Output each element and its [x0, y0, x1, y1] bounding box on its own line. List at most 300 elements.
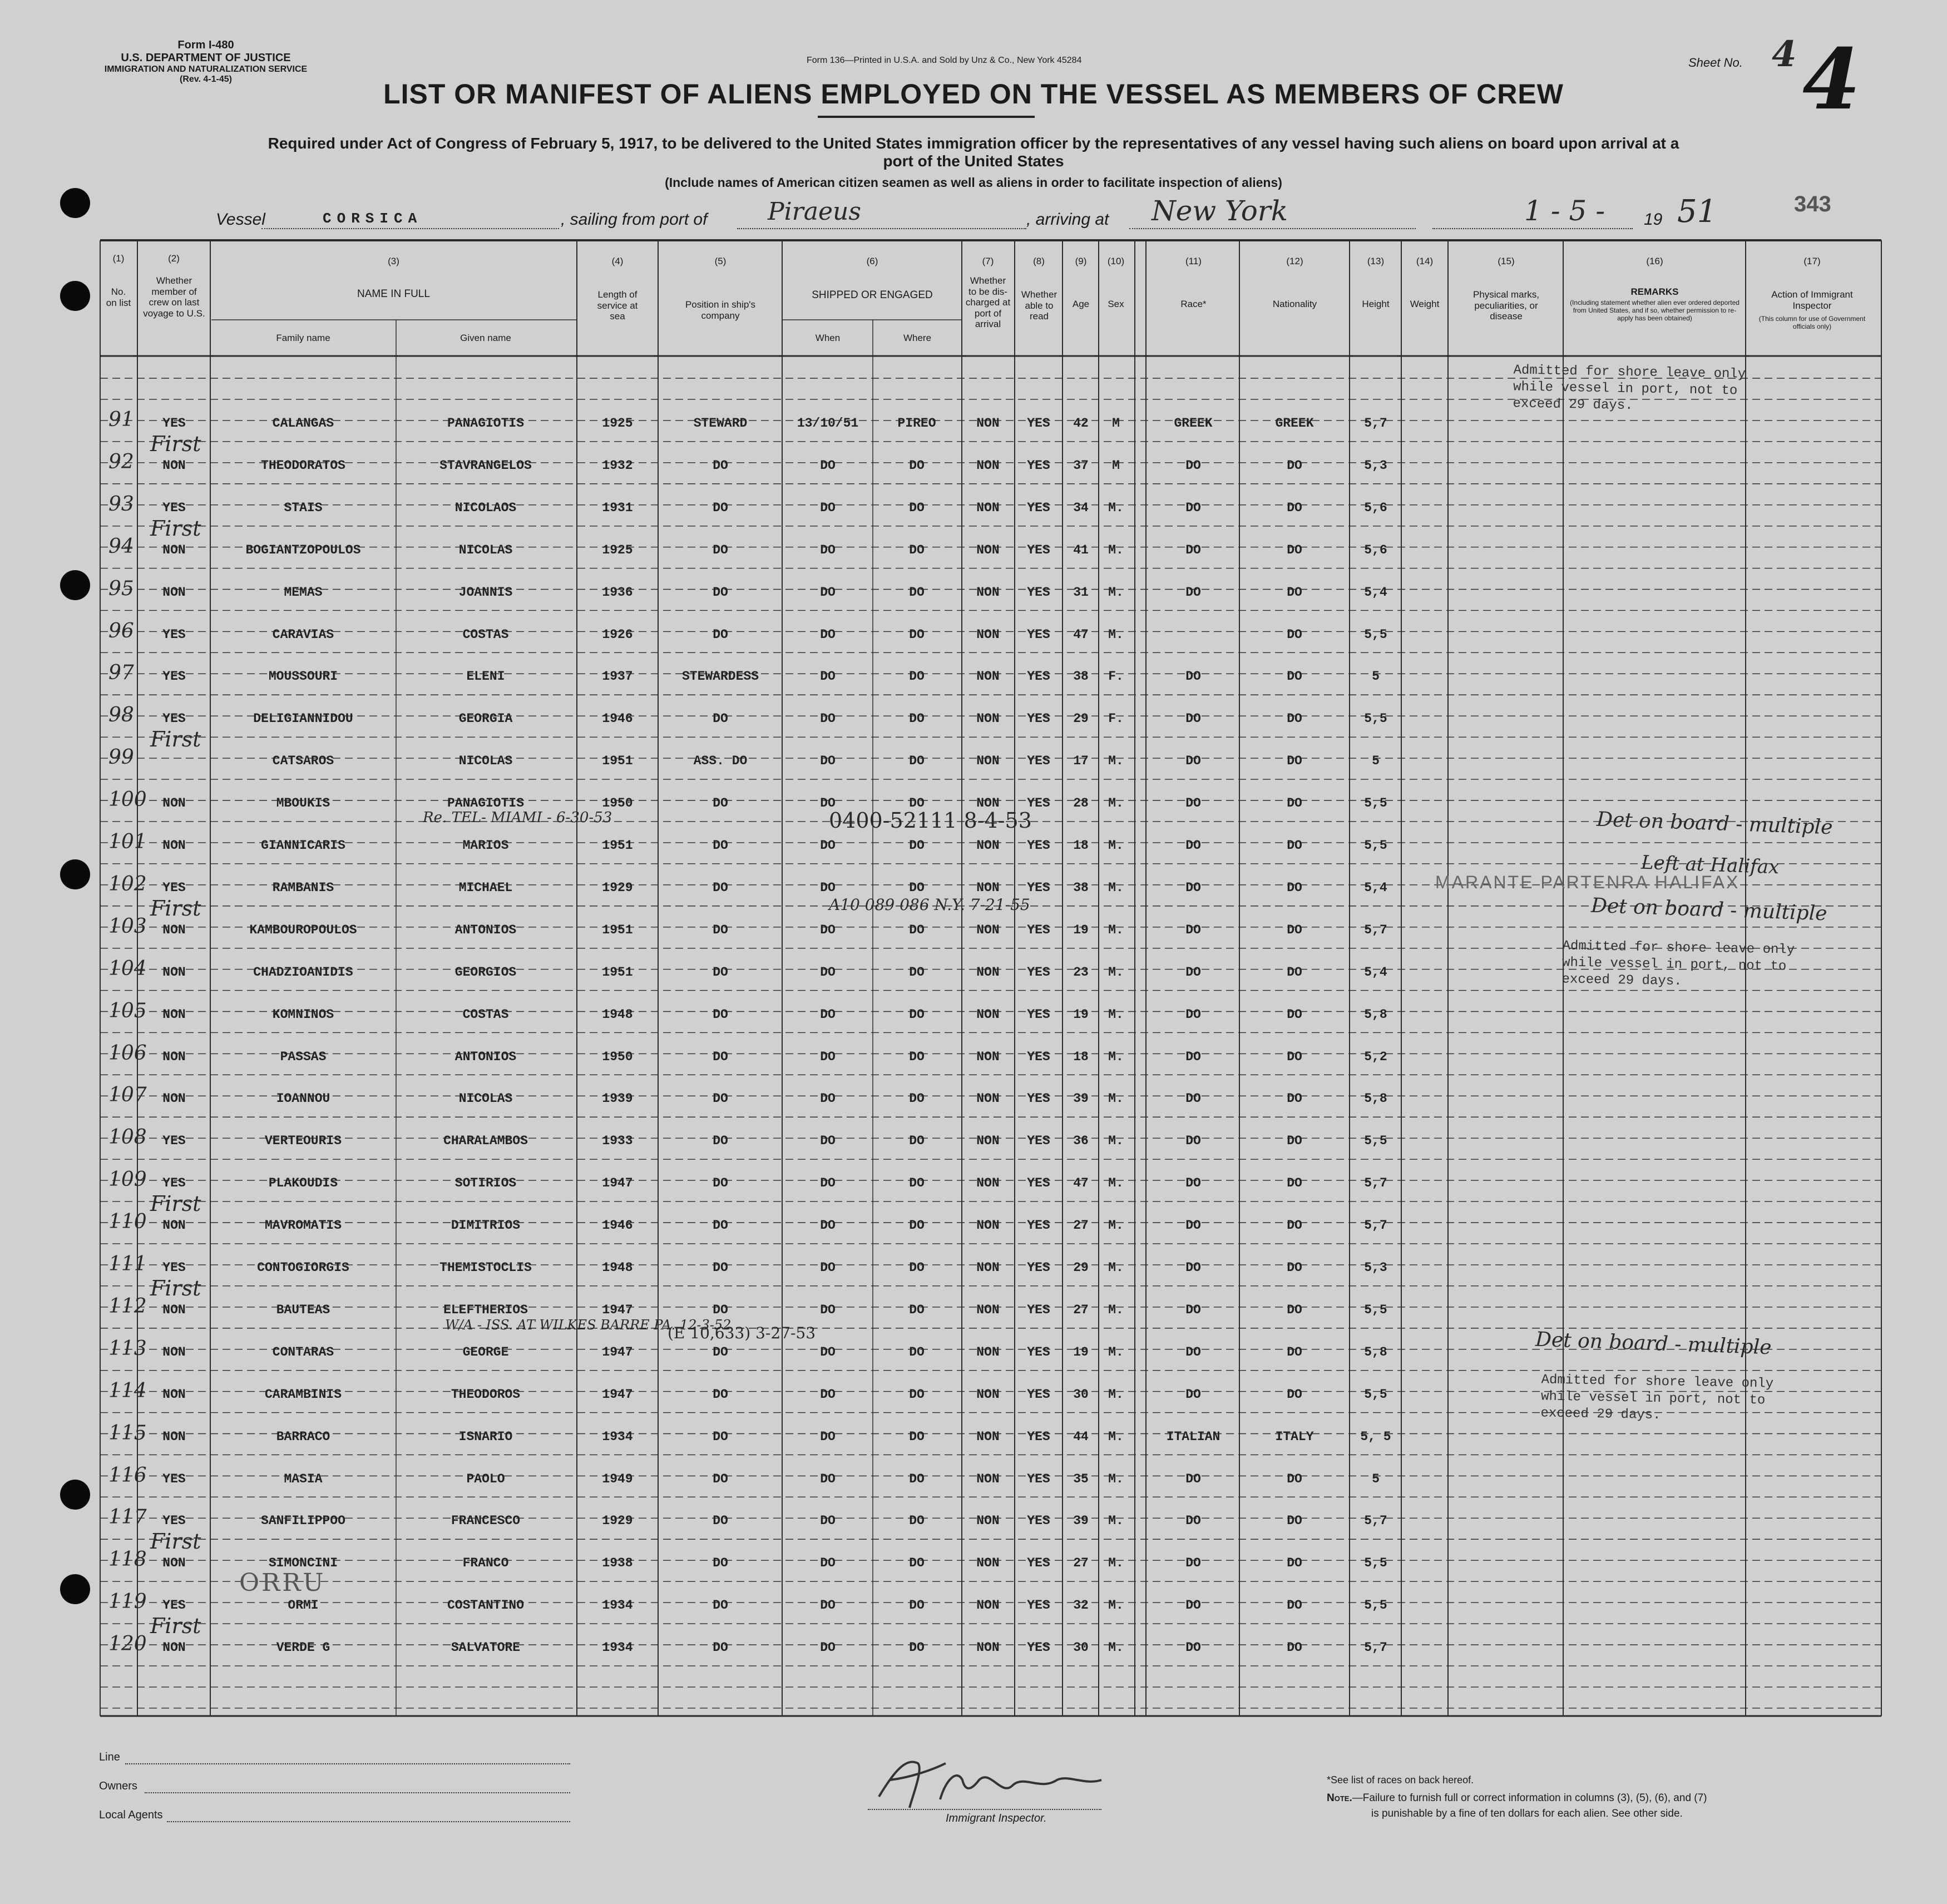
- position-cell: DO: [713, 1049, 728, 1064]
- table-row: [0, 1253, 1947, 1277]
- sex-cell: M.: [1108, 1471, 1124, 1486]
- inspector-label: Immigrant Inspector.: [946, 1812, 1047, 1824]
- length-cell: 1948: [602, 1007, 633, 1022]
- row-number-cell: 120: [108, 1633, 147, 1656]
- read-cell: YES: [1027, 416, 1050, 431]
- height-cell: 5,7: [1364, 922, 1387, 937]
- table-row: [0, 1191, 1947, 1235]
- member-cell: NON: [162, 838, 186, 853]
- discharged-cell: NON: [976, 1429, 1000, 1444]
- sex-cell: M.: [1108, 1176, 1124, 1191]
- race-cell: DO: [1185, 880, 1201, 895]
- member-cell: NON: [162, 922, 186, 937]
- when-cell: DO: [820, 1049, 836, 1064]
- when-cell: DO: [820, 1091, 836, 1106]
- read-cell: YES: [1027, 1556, 1050, 1571]
- read-cell: YES: [1027, 585, 1050, 600]
- table-row: [0, 1506, 1947, 1530]
- row-number-cell: 109: [108, 1168, 147, 1191]
- where-cell: DO: [909, 1514, 925, 1529]
- height-cell: 5,5: [1364, 796, 1387, 811]
- position-cell: DO: [713, 922, 728, 937]
- given-name-cell: MICHAEL: [458, 880, 513, 895]
- where-cell: DO: [909, 1134, 925, 1149]
- read-cell: YES: [1027, 1598, 1050, 1613]
- sex-cell: M.: [1108, 1049, 1124, 1064]
- read-cell: YES: [1027, 1218, 1050, 1233]
- age-cell: 27: [1073, 1302, 1089, 1317]
- given-name-cell: THEMISTOCLIS: [439, 1260, 532, 1275]
- position-cell: DO: [713, 1640, 728, 1655]
- row-number-cell: 98: [108, 704, 134, 727]
- family-name-cell: VERDE G: [276, 1640, 330, 1655]
- member-cell: NON: [162, 585, 186, 600]
- family-name-cell: PLAKOUDIS: [268, 1176, 338, 1191]
- col-physical-num: (15): [1498, 256, 1515, 266]
- age-cell: 39: [1073, 1514, 1089, 1529]
- age-cell: 30: [1073, 1640, 1089, 1655]
- family-name-cell: DELIGIANNIDOU: [253, 711, 353, 726]
- read-cell: YES: [1027, 1344, 1050, 1359]
- footer-owners-underline: [145, 1792, 570, 1793]
- given-name-cell: COSTAS: [462, 1007, 509, 1022]
- sex-cell: M.: [1108, 1091, 1124, 1106]
- where-cell: DO: [909, 500, 925, 515]
- height-cell: 5: [1372, 1471, 1380, 1486]
- nationality-cell: DO: [1287, 458, 1302, 473]
- where-cell: DO: [909, 1344, 925, 1359]
- arriving-at-value: New York: [1152, 195, 1288, 227]
- length-cell: 1946: [602, 711, 633, 726]
- height-cell: 5,4: [1364, 880, 1387, 895]
- nationality-cell: DO: [1287, 1260, 1302, 1275]
- height-cell: 5,7: [1364, 1176, 1387, 1191]
- row-number-cell: 119: [108, 1590, 147, 1614]
- age-cell: 47: [1073, 627, 1089, 642]
- sheet-label: Sheet No.: [1688, 56, 1743, 70]
- read-cell: YES: [1027, 754, 1050, 769]
- where-cell: DO: [909, 838, 925, 853]
- col-physical-label: Physical marks, peculiarities, or disease: [1472, 289, 1540, 322]
- read-cell: YES: [1027, 1302, 1050, 1317]
- length-cell: 1939: [602, 1091, 633, 1106]
- note-row-102-remark: MARANTE PARTENRA HALIFAX: [1435, 872, 1740, 892]
- col-read-num: (8): [1033, 256, 1045, 266]
- position-cell: DO: [713, 1134, 728, 1149]
- age-cell: 37: [1073, 458, 1089, 473]
- nationality-cell: DO: [1287, 1091, 1302, 1106]
- given-name-cell: FRANCESCO: [451, 1514, 521, 1529]
- when-cell: DO: [820, 754, 836, 769]
- length-cell: 1951: [602, 965, 633, 980]
- sheet-number: 4: [1772, 33, 1797, 75]
- age-cell: 19: [1073, 1344, 1089, 1359]
- sex-cell: M.: [1108, 1556, 1124, 1571]
- footer-line-label: Line: [99, 1751, 120, 1763]
- row-number-cell: 92: [108, 450, 134, 473]
- col-height-num: (13): [1367, 256, 1385, 266]
- race-cell: DO: [1185, 1302, 1201, 1317]
- when-cell: DO: [820, 500, 836, 515]
- col-position-num: (5): [714, 256, 727, 266]
- position-cell: DO: [713, 1514, 728, 1529]
- race-cell: DO: [1185, 1640, 1201, 1655]
- discharged-cell: NON: [976, 500, 1000, 515]
- discharged-cell: NON: [976, 1049, 1000, 1064]
- nationality-cell: DO: [1287, 500, 1302, 515]
- when-cell: DO: [820, 1218, 836, 1233]
- discharged-cell: NON: [976, 1134, 1000, 1149]
- position-cell: DO: [713, 1176, 728, 1191]
- given-name-cell: STAVRANGELOS: [439, 458, 532, 473]
- height-cell: 5,5: [1364, 1598, 1387, 1613]
- height-cell: 5,5: [1364, 838, 1387, 853]
- first-voyage-note: First: [150, 1191, 201, 1216]
- where-cell: DO: [909, 1049, 925, 1064]
- read-cell: YES: [1027, 1387, 1050, 1402]
- age-cell: 18: [1073, 838, 1089, 853]
- when-cell: DO: [820, 1514, 836, 1529]
- row-number-cell: 107: [108, 1084, 147, 1107]
- given-name-cell: CHARALAMBOS: [443, 1134, 528, 1149]
- family-name-cell: MBOUKIS: [276, 796, 330, 811]
- where-cell: DO: [909, 669, 925, 684]
- subtitle-1: Required under Act of Congress of February 5, 1917, to be delivered to the United States immigration officer by the representatives of any vessel having such aliens on board upon arrival at a: [268, 135, 1679, 152]
- where-cell: DO: [909, 922, 925, 937]
- race-cell: DO: [1185, 1556, 1201, 1571]
- nationality-cell: DO: [1287, 1344, 1302, 1359]
- race-cell: DO: [1185, 1598, 1201, 1613]
- age-cell: 18: [1073, 1049, 1089, 1064]
- family-name-cell: CARAVIAS: [272, 627, 334, 642]
- col-remarks-sub: (Including statement whether alien ever ordered deported from United States, and if so, whether permission to re-apply has been obtained): [1570, 299, 1740, 322]
- discharged-cell: NON: [976, 1387, 1000, 1402]
- nationality-cell: DO: [1287, 542, 1302, 557]
- sex-cell: M.: [1108, 1218, 1124, 1233]
- note-text-1: —Failure to furnish full or correct information in columns (3), (5), (6), and (7): [1352, 1792, 1707, 1804]
- read-cell: YES: [1027, 796, 1050, 811]
- table-row: [0, 704, 1947, 728]
- given-name-cell: PANAGIOTIS: [447, 416, 525, 431]
- when-cell: DO: [820, 880, 836, 895]
- race-cell: DO: [1185, 1218, 1201, 1233]
- where-cell: DO: [909, 796, 925, 811]
- length-cell: 1929: [602, 1514, 633, 1529]
- position-cell: DO: [713, 1471, 728, 1486]
- col-age-label: Age: [1072, 299, 1090, 309]
- position-cell: DO: [713, 1260, 728, 1275]
- length-cell: 1947: [602, 1344, 633, 1359]
- remark-row-113: Det on board - multiple: [1535, 1328, 1772, 1359]
- row-number-cell: 105: [108, 999, 147, 1022]
- read-cell: YES: [1027, 1640, 1050, 1655]
- length-cell: 1933: [602, 1134, 633, 1149]
- race-cell: DO: [1185, 838, 1201, 853]
- sex-cell: M.: [1108, 1260, 1124, 1275]
- given-name-cell: ANTONIOS: [454, 922, 517, 937]
- length-cell: 1934: [602, 1640, 633, 1655]
- col-no-num: (1): [112, 253, 125, 264]
- note-text-2: is punishable by a fine of ten dollars for each alien. See other side.: [1371, 1808, 1683, 1819]
- member-cell: NON: [162, 1556, 186, 1571]
- family-name-cell: CALANGAS: [272, 416, 334, 431]
- member-cell: YES: [162, 627, 186, 642]
- row-number-cell: 117: [108, 1506, 147, 1529]
- position-cell: DO: [713, 1429, 728, 1444]
- member-cell: NON: [162, 1049, 186, 1064]
- member-cell: YES: [162, 1260, 186, 1275]
- race-cell: DO: [1185, 1344, 1201, 1359]
- length-cell: 1946: [602, 1218, 633, 1233]
- where-cell: DO: [909, 1640, 925, 1655]
- where-cell: DO: [909, 458, 925, 473]
- given-name-cell: ANTONIOS: [454, 1049, 517, 1064]
- discharged-cell: NON: [976, 585, 1000, 600]
- race-cell: DO: [1185, 754, 1201, 769]
- given-name-cell: MARIOS: [462, 838, 509, 853]
- where-cell: DO: [909, 1091, 925, 1106]
- height-cell: 5,6: [1364, 542, 1387, 557]
- col-action-sub: (This column for use of Government officials only): [1758, 315, 1866, 330]
- col-race-num: (11): [1185, 256, 1202, 266]
- height-cell: 5,8: [1364, 1344, 1387, 1359]
- printer-line: Form 136—Printed in U.S.A. and Sold by Unz & Co., New York 45284: [807, 56, 1082, 65]
- nationality-cell: DO: [1287, 838, 1302, 853]
- member-cell: YES: [162, 669, 186, 684]
- table-row: [0, 727, 1947, 770]
- nationality-cell: DO: [1287, 922, 1302, 937]
- nationality-cell: DO: [1287, 1514, 1302, 1529]
- page-number: 343: [1794, 192, 1831, 216]
- length-cell: 1937: [602, 669, 633, 684]
- nationality-cell: DO: [1287, 1134, 1302, 1149]
- family-name-cell: KAMBOUROPOULOS: [249, 922, 357, 937]
- note-label: Note.: [1327, 1792, 1352, 1804]
- read-cell: YES: [1027, 1260, 1050, 1275]
- col-remarks-label: REMARKS: [1630, 286, 1679, 297]
- when-cell: DO: [820, 922, 836, 937]
- discharged-cell: NON: [976, 1302, 1000, 1317]
- age-cell: 35: [1073, 1471, 1089, 1486]
- read-cell: YES: [1027, 965, 1050, 980]
- sex-cell: M.: [1108, 1514, 1124, 1529]
- discharged-cell: NON: [976, 1640, 1000, 1655]
- read-cell: YES: [1027, 458, 1050, 473]
- age-cell: 29: [1073, 711, 1089, 726]
- family-name-cell: THEODORATOS: [261, 458, 345, 473]
- read-cell: YES: [1027, 1176, 1050, 1191]
- member-cell: YES: [162, 1471, 186, 1486]
- race-cell: DO: [1185, 1176, 1201, 1191]
- read-cell: YES: [1027, 1091, 1050, 1106]
- table-row: [0, 1590, 1947, 1615]
- member-cell: NON: [162, 1344, 186, 1359]
- col-name-label: NAME IN FULL: [357, 288, 430, 300]
- age-cell: 30: [1073, 1387, 1089, 1402]
- discharged-cell: NON: [976, 754, 1000, 769]
- when-cell: DO: [820, 1598, 836, 1613]
- race-cell: DO: [1185, 669, 1201, 684]
- footer-owners-label: Owners: [99, 1780, 137, 1792]
- col-shipped-num: (6): [866, 256, 878, 266]
- member-cell: YES: [162, 880, 186, 895]
- sex-cell: F.: [1108, 669, 1124, 684]
- age-cell: 19: [1073, 922, 1089, 937]
- position-cell: DO: [713, 1218, 728, 1233]
- sex-cell: M.: [1108, 1302, 1124, 1317]
- first-voyage-note: First: [150, 727, 201, 752]
- read-cell: YES: [1027, 1007, 1050, 1022]
- col-height-label: Height: [1362, 299, 1390, 309]
- read-cell: YES: [1027, 542, 1050, 557]
- read-cell: YES: [1027, 1134, 1050, 1149]
- length-cell: 1951: [602, 922, 633, 937]
- given-name-cell: NICOLAS: [458, 1091, 513, 1106]
- discharged-cell: NON: [976, 1514, 1000, 1529]
- race-cell: DO: [1185, 585, 1201, 600]
- discharged-cell: NON: [976, 627, 1000, 642]
- col-action-num: (17): [1803, 256, 1821, 266]
- arrival-date: 1 - 5 -: [1524, 195, 1605, 227]
- first-voyage-note: First: [150, 1614, 201, 1639]
- table-row: [0, 492, 1947, 517]
- race-cell: GREEK: [1174, 416, 1213, 431]
- height-cell: 5,3: [1364, 458, 1387, 473]
- row-number-cell: 96: [108, 619, 134, 642]
- row-number-cell: 118: [108, 1548, 147, 1571]
- table-row: [0, 431, 1947, 475]
- where-cell: DO: [909, 1302, 925, 1317]
- agency: U.S. DEPARTMENT OF JUSTICE: [121, 52, 291, 64]
- height-cell: 5,5: [1364, 1134, 1387, 1149]
- races-note: *See list of races on back hereof.: [1327, 1774, 1474, 1786]
- read-cell: YES: [1027, 711, 1050, 726]
- race-cell: ITALIAN: [1166, 1429, 1220, 1444]
- height-cell: 5,5: [1364, 711, 1387, 726]
- discharged-cell: NON: [976, 416, 1000, 431]
- when-cell: DO: [820, 1260, 836, 1275]
- member-cell: NON: [162, 965, 186, 980]
- sex-cell: M.: [1108, 627, 1124, 642]
- read-cell: YES: [1027, 1514, 1050, 1529]
- height-cell: 5,5: [1364, 1556, 1387, 1571]
- table-row: [0, 516, 1947, 560]
- age-cell: 39: [1073, 1091, 1089, 1106]
- row-number-cell: 111: [108, 1253, 147, 1275]
- length-cell: 1932: [602, 458, 633, 473]
- nationality-cell: DO: [1287, 585, 1302, 600]
- member-cell: NON: [162, 1302, 186, 1317]
- age-cell: 31: [1073, 585, 1089, 600]
- member-cell: NON: [162, 796, 186, 811]
- given-name-cell: SOTIRIOS: [454, 1176, 517, 1191]
- height-cell: 5,3: [1364, 1260, 1387, 1275]
- nationality-cell: DO: [1287, 754, 1302, 769]
- given-name-cell: ELEFTHERIOS: [443, 1302, 528, 1317]
- given-name-cell: THEODOROS: [451, 1387, 521, 1402]
- col-position-label: Position in ship's company: [685, 299, 756, 321]
- sex-cell: M.: [1108, 1598, 1124, 1613]
- family-name-cell: RAMBANIS: [272, 880, 334, 895]
- where-cell: DO: [909, 585, 925, 600]
- remark-row-102: Left at Halifax: [1640, 851, 1780, 879]
- where-cell: DO: [909, 711, 925, 726]
- col-where-label: Where: [903, 333, 932, 343]
- note-row-113-a: W/A - ISS. AT WILKES BARRE PA. 12-3-52: [445, 1317, 732, 1333]
- family-name-cell: GIANNICARIS: [261, 838, 345, 853]
- age-cell: 41: [1073, 542, 1089, 557]
- where-cell: DO: [909, 1429, 925, 1444]
- table-row: [0, 1041, 1947, 1066]
- given-name-cell: FRANCO: [462, 1556, 509, 1571]
- when-cell: DO: [820, 1176, 836, 1191]
- col-no-label: No. on list: [106, 286, 131, 308]
- first-voyage-note: First: [150, 1529, 201, 1554]
- given-name-cell: COSTANTINO: [447, 1598, 525, 1613]
- race-cell: DO: [1185, 922, 1201, 937]
- length-cell: 1925: [602, 416, 633, 431]
- col-nat-num: (12): [1286, 256, 1303, 266]
- position-cell: DO: [713, 500, 728, 515]
- when-cell: DO: [820, 965, 836, 980]
- height-cell: 5,2: [1364, 1049, 1387, 1064]
- discharged-cell: NON: [976, 711, 1000, 726]
- family-name-cell: IOANNOU: [276, 1091, 330, 1106]
- given-name-cell: SALVATORE: [451, 1640, 521, 1655]
- race-cell: DO: [1185, 458, 1201, 473]
- col-shipped-label: SHIPPED OR ENGAGED: [812, 289, 933, 301]
- col-sex-num: (10): [1107, 256, 1125, 266]
- row-number-cell: 110: [108, 1210, 147, 1234]
- length-cell: 1951: [602, 754, 633, 769]
- race-cell: DO: [1185, 1514, 1201, 1529]
- when-cell: DO: [820, 669, 836, 684]
- age-cell: 47: [1073, 1176, 1089, 1191]
- sex-cell: M.: [1108, 1387, 1124, 1402]
- row-number-cell: 100: [108, 788, 147, 812]
- col-race-label: Race*: [1180, 299, 1207, 309]
- row-number-cell: 108: [108, 1126, 147, 1149]
- table-row: [0, 577, 1947, 602]
- col-weight-label: Weight: [1410, 299, 1440, 309]
- service: IMMIGRATION AND NATURALIZATION SERVICE: [104, 65, 308, 74]
- family-name-cell: BARRACO: [276, 1429, 330, 1444]
- where-cell: DO: [909, 880, 925, 895]
- first-voyage-note: First: [150, 431, 201, 456]
- age-cell: 32: [1073, 1598, 1089, 1613]
- race-cell: DO: [1185, 1471, 1201, 1486]
- position-cell: DO: [713, 1007, 728, 1022]
- family-name-cell: CONTARAS: [272, 1344, 334, 1359]
- col-when-label: When: [815, 333, 841, 343]
- when-cell: DO: [820, 627, 836, 642]
- where-cell: DO: [909, 1218, 925, 1233]
- table-row: [0, 1168, 1947, 1193]
- col-age-num: (9): [1075, 256, 1087, 266]
- vessel-label: Vessel: [216, 210, 265, 229]
- read-cell: YES: [1027, 500, 1050, 515]
- inspector-signature: [857, 1747, 1107, 1813]
- discharged-cell: NON: [976, 1471, 1000, 1486]
- row-number-cell: 101: [108, 830, 147, 853]
- height-cell: 5,5: [1364, 1387, 1387, 1402]
- family-name-cell: SIMONCINI: [268, 1556, 338, 1571]
- race-cell: DO: [1185, 542, 1201, 557]
- nationality-cell: DO: [1287, 1176, 1302, 1191]
- col-member-num: (2): [168, 253, 180, 264]
- nationality-cell: ITALY: [1275, 1429, 1314, 1444]
- when-cell: DO: [820, 1640, 836, 1655]
